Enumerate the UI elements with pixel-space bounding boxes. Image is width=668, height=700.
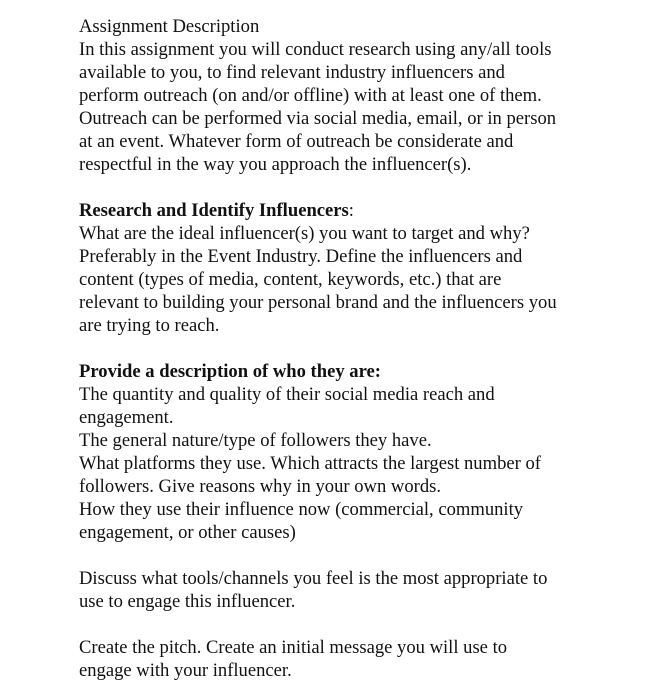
intro-line: perform outreach (on and/or offline) with at least one of them. xyxy=(79,85,542,106)
section-spacer xyxy=(79,176,639,199)
research-heading-colon: : xyxy=(348,200,354,221)
intro-section xyxy=(79,15,639,176)
description-line: The quantity and quality of their social media reach and xyxy=(79,384,495,405)
pitch-section xyxy=(79,636,639,682)
tools-section xyxy=(79,567,639,613)
section-spacer xyxy=(79,544,639,567)
intro-line: In this assignment you will conduct research using any/all tools xyxy=(79,39,552,60)
description-line: followers. Give reasons why in your own words. xyxy=(79,476,442,497)
intro-line: available to you, to find relevant industry influencers and xyxy=(79,62,505,83)
research-heading-line xyxy=(79,199,639,222)
tools-line: use to engage this influencer. xyxy=(79,591,296,612)
assignment-document xyxy=(79,15,639,682)
section-spacer xyxy=(79,613,639,636)
description-line: What platforms they use. Which attracts the largest number of xyxy=(79,453,541,474)
research-heading: Research and Identify Influencers xyxy=(79,200,349,221)
pitch-line: engage with your influencer. xyxy=(79,660,292,681)
research-line: Preferably in the Event Industry. Define the influencers and xyxy=(79,246,523,267)
research-line: content (types of media, content, keywords, etc.) that are xyxy=(79,269,502,290)
research-line: What are the ideal influencer(s) you want to target and why? xyxy=(79,223,530,244)
tools-line: Discuss what tools/channels you feel is the most appropriate to xyxy=(79,568,548,589)
pitch-line: Create the pitch. Create an initial message you will use to xyxy=(79,637,508,658)
research-line: are trying to reach. xyxy=(79,315,220,336)
description-section xyxy=(79,360,639,544)
intro-line: respectful in the way you approach the influencer(s). xyxy=(79,154,472,175)
section-spacer xyxy=(79,337,639,360)
description-line: engagement, or other causes) xyxy=(79,522,296,543)
intro-line: at an event. Whatever form of outreach be considerate and xyxy=(79,131,514,152)
description-heading: Provide a description of who they are: xyxy=(79,361,381,382)
description-line: The general nature/type of followers they have. xyxy=(79,430,432,451)
description-line: engagement. xyxy=(79,407,174,428)
research-line: relevant to building your personal brand and the influencers you xyxy=(79,292,557,313)
research-section xyxy=(79,199,639,337)
intro-line: Outreach can be performed via social media, email, or in person xyxy=(79,108,557,129)
description-line: How they use their influence now (commercial, community xyxy=(79,499,524,520)
document-title: Assignment Description xyxy=(79,16,260,37)
